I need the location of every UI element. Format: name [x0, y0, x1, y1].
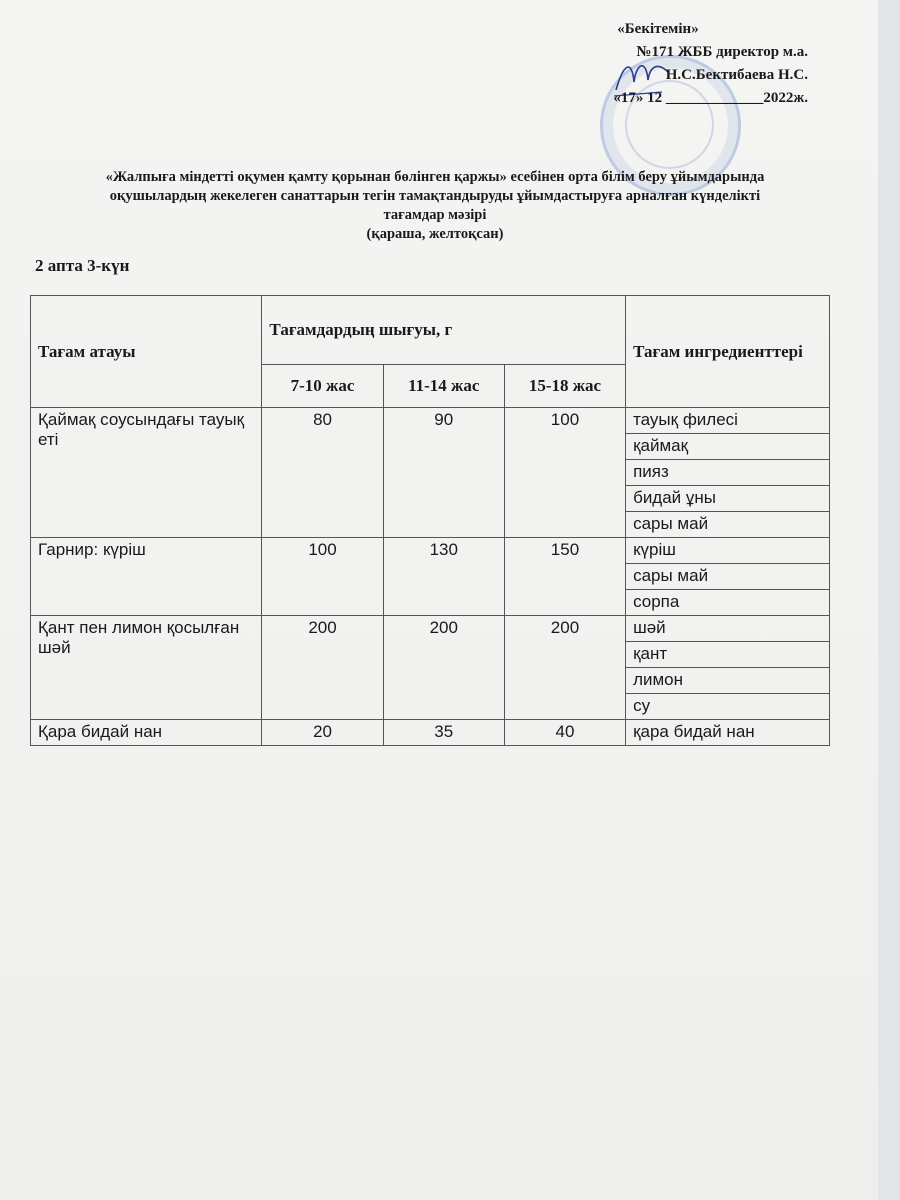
menu-table	[30, 295, 830, 746]
dish-name: Қара бидай нан	[31, 720, 262, 746]
ingredient: шәй	[626, 616, 830, 642]
dish-name: Гарнир: күріш	[31, 538, 262, 616]
ingredient: су	[626, 694, 830, 720]
ingredient: пияз	[626, 460, 830, 486]
ingredient: лимон	[626, 668, 830, 694]
day-label: 2 апта 3-күн	[35, 256, 130, 275]
ingredient: қант	[626, 642, 830, 668]
document-title	[30, 168, 840, 244]
approval-heading: «Бекітемін»	[617, 21, 699, 37]
yield-11-14: 90	[383, 408, 504, 538]
dish-name: Қант пен лимон қосылған шәй	[31, 616, 262, 720]
table-row	[31, 408, 830, 434]
yield-15-18: 100	[504, 408, 625, 538]
yield-7-10: 20	[262, 720, 383, 746]
yield-15-18: 200	[504, 616, 625, 720]
table-row	[31, 538, 830, 564]
ingredient: тауық филесі	[626, 408, 830, 434]
background-sheet-edge	[878, 0, 900, 1200]
header-age-15-18: 15-18 жас	[504, 365, 625, 408]
title-line: оқушылардың жекелеген санаттарын тегін тамақтандыруды ұйымдастыруға арналған күнделікті	[109, 188, 761, 204]
yield-7-10: 200	[262, 616, 383, 720]
table-row	[31, 720, 830, 746]
ingredient: сорпа	[626, 590, 830, 616]
yield-11-14: 200	[383, 616, 504, 720]
yield-11-14: 35	[383, 720, 504, 746]
yield-15-18: 40	[504, 720, 625, 746]
yield-15-18: 150	[504, 538, 625, 616]
header-dish-name: Тағам атауы	[31, 296, 262, 408]
ingredient: қара бидай нан	[626, 720, 830, 746]
dish-name: Қаймақ соусындағы тауық еті	[31, 408, 262, 538]
yield-11-14: 130	[383, 538, 504, 616]
title-line: (қараша, желтоқсан)	[366, 226, 504, 242]
approval-position: №171 ЖББ директор м.а.	[636, 44, 808, 60]
approval-date: «17» 12 _____________2022ж.	[613, 90, 808, 106]
yield-7-10: 80	[262, 408, 383, 538]
header-ingredients: Тағам ингредиенттері	[626, 296, 830, 408]
header-age-11-14: 11-14 жас	[383, 365, 504, 408]
ingredient: күріш	[626, 538, 830, 564]
title-line: тағамдар мәзірі	[383, 207, 487, 223]
header-yield: Тағамдардың шығуы, г	[262, 296, 626, 365]
yield-7-10: 100	[262, 538, 383, 616]
table-row	[31, 616, 830, 642]
title-line: «Жалпыға міндетті оқумен қамту қорынан бөлінген қаржы» есебінен орта білім беру ұйымдарында	[105, 169, 765, 185]
ingredient: сары май	[626, 512, 830, 538]
approval-block	[508, 18, 808, 110]
ingredient: сары май	[626, 564, 830, 590]
approval-name: Н.С.Бектибаева Н.С.	[665, 67, 808, 83]
header-age-7-10: 7-10 жас	[262, 365, 383, 408]
ingredient: қаймақ	[626, 434, 830, 460]
ingredient: бидай ұны	[626, 486, 830, 512]
